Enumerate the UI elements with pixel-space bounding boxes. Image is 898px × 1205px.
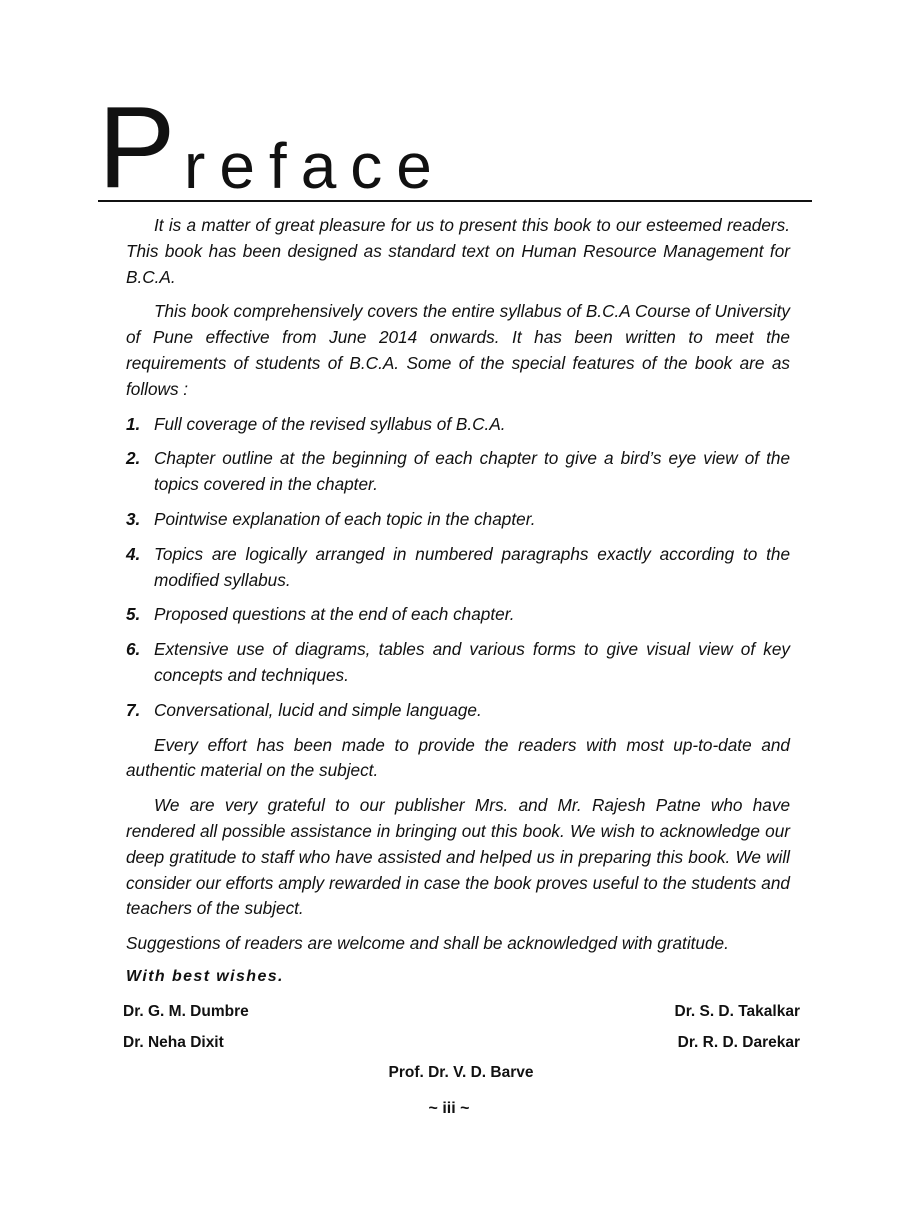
title-rest: reface	[184, 130, 446, 202]
list-item-number: 7.	[126, 699, 141, 720]
author-darekar: Dr. R. D. Darekar	[677, 1034, 800, 1051]
list-item-text: Conversational, lucid and simple language.	[154, 699, 482, 720]
list-item-text: Chapter outline at the beginning of each chapter to give a bird’s eye view of the topics covered in the chapter.	[154, 448, 790, 495]
list-item	[126, 637, 790, 689]
preface-body	[126, 213, 790, 966]
page-title	[98, 82, 812, 212]
paragraph-gratitude: We are very grateful to our publisher Mrs. and Mr. Rajesh Patne who have rendered all possible assistance in bringing out this book. We wish to acknowledge our deep gratitude to staff who have assisted and helped us in preparing this book. We will consider our efforts amply rewarded in case the book proves useful to the students and teachers of the subject.	[126, 795, 790, 919]
list-item-text: Pointwise explanation of each topic in the chapter.	[154, 508, 536, 529]
list-item-text: Extensive use of diagrams, tables and various forms to give visual view of key concepts and techniques.	[154, 639, 790, 685]
title-first-letter: P	[98, 82, 176, 212]
list-item-number: 6.	[126, 639, 141, 660]
sign-off: With best wishes.	[126, 968, 284, 985]
author-dixit: Dr. Neha Dixit	[123, 1034, 224, 1051]
paragraph-intro: It is a matter of great pleasure for us to present this book to our esteemed readers. This book has been designed as standard text on Human Resource Management for B.C.A.	[126, 215, 790, 287]
list-item	[126, 698, 790, 724]
list-item	[126, 412, 790, 438]
list-item-text: Full coverage of the revised syllabus of B.C.A.	[154, 413, 506, 434]
paragraph-effort: Every effort has been made to provide the readers with most up-to-date and authentic material on the subject.	[126, 734, 790, 781]
list-item-number: 4.	[126, 543, 141, 564]
list-item-number: 1.	[126, 413, 141, 434]
author-takalkar: Dr. S. D. Takalkar	[674, 1003, 800, 1020]
list-item	[126, 507, 790, 533]
list-item-text: Proposed questions at the end of each chapter.	[154, 604, 515, 625]
list-item	[126, 602, 790, 628]
page-number: ~ iii ~	[428, 1100, 470, 1117]
list-item	[126, 446, 790, 498]
author-barve: Prof. Dr. V. D. Barve	[388, 1064, 534, 1081]
list-item	[126, 542, 790, 594]
author-dumbre: Dr. G. M. Dumbre	[123, 1003, 249, 1020]
paragraph-coverage: This book comprehensively covers the entire syllabus of B.C.A Course of University of Pune effective from June 2014 onwards. It has been written to meet the requirements of students of B.C.A. Some of the special features of the book are as follows :	[126, 301, 790, 399]
list-item-text: Topics are logically arranged in numbered paragraphs exactly according to the modified syllabus.	[154, 543, 790, 590]
list-item-number: 3.	[126, 508, 141, 529]
list-item-number: 5.	[126, 604, 141, 625]
list-item-number: 2.	[126, 448, 141, 469]
paragraph-suggestions: Suggestions of readers are welcome and shall be acknowledged with gratitude.	[126, 933, 729, 954]
features-list	[126, 412, 790, 724]
